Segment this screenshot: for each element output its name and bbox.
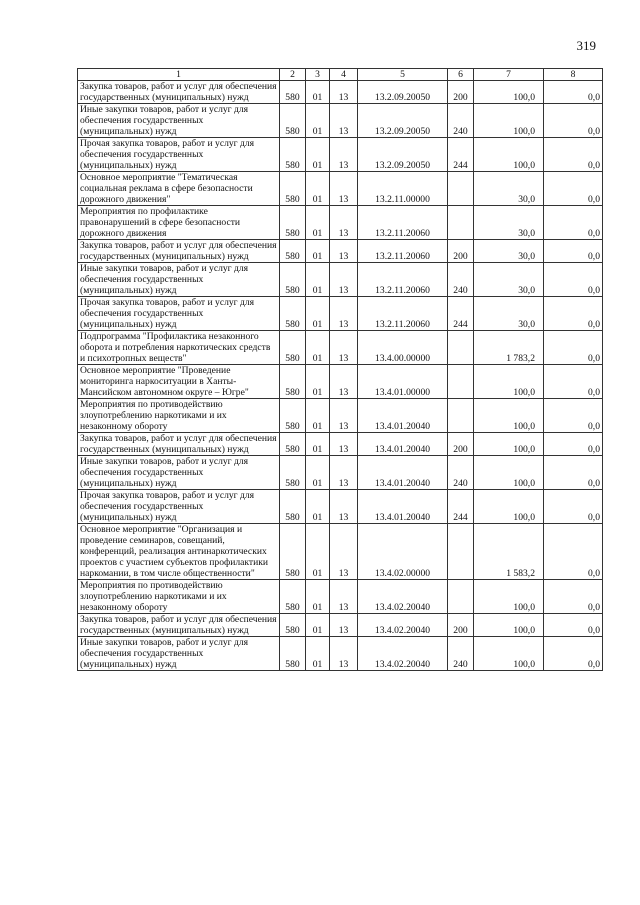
table-body xyxy=(78,81,603,671)
row-section-cell: 01 xyxy=(306,172,330,206)
table-row xyxy=(78,206,603,240)
row-amount-cell: 30,0 xyxy=(474,263,544,297)
row-amount-cell: 30,0 xyxy=(474,297,544,331)
row-amount-cell: 100,0 xyxy=(474,456,544,490)
row-section-cell: 01 xyxy=(306,637,330,671)
row-section-cell: 01 xyxy=(306,490,330,524)
row-expense-type-cell: 244 xyxy=(448,297,474,331)
row-section-cell: 01 xyxy=(306,365,330,399)
column-header: 8 xyxy=(544,69,603,81)
row-admin-code-cell: 580 xyxy=(280,490,306,524)
row-subsection-cell: 13 xyxy=(330,433,358,456)
row-name-cell: Закупка товаров, работ и услуг для обеспечения государственных (муниципальных) нужд xyxy=(78,433,280,456)
table-row xyxy=(78,81,603,104)
row-target-article-cell: 13.2.09.20050 xyxy=(358,81,448,104)
row-admin-code-cell: 580 xyxy=(280,524,306,580)
row-amount-cell: 100,0 xyxy=(474,614,544,637)
row-section-cell: 01 xyxy=(306,456,330,490)
row-amount-cell: 30,0 xyxy=(474,172,544,206)
row-amount-2-cell: 0,0 xyxy=(544,433,603,456)
row-amount-cell: 100,0 xyxy=(474,637,544,671)
table-row xyxy=(78,104,603,138)
row-expense-type-cell xyxy=(448,206,474,240)
row-subsection-cell: 13 xyxy=(330,297,358,331)
row-amount-cell: 100,0 xyxy=(474,580,544,614)
row-target-article-cell: 13.4.02.00000 xyxy=(358,524,448,580)
row-admin-code-cell: 580 xyxy=(280,81,306,104)
row-expense-type-cell: 200 xyxy=(448,81,474,104)
row-admin-code-cell: 580 xyxy=(280,456,306,490)
row-subsection-cell: 13 xyxy=(330,399,358,433)
row-subsection-cell: 13 xyxy=(330,206,358,240)
table-header-row xyxy=(78,69,603,81)
row-expense-type-cell: 200 xyxy=(448,240,474,263)
row-amount-2-cell: 0,0 xyxy=(544,138,603,172)
row-section-cell: 01 xyxy=(306,297,330,331)
row-name-cell: Иные закупки товаров, работ и услуг для обеспечения государственных (муниципальных) нужд xyxy=(78,263,280,297)
row-section-cell: 01 xyxy=(306,580,330,614)
row-admin-code-cell: 580 xyxy=(280,240,306,263)
row-amount-2-cell: 0,0 xyxy=(544,81,603,104)
row-amount-2-cell: 0,0 xyxy=(544,524,603,580)
table-row xyxy=(78,490,603,524)
row-expense-type-cell xyxy=(448,365,474,399)
row-target-article-cell: 13.4.00.00000 xyxy=(358,331,448,365)
row-name-cell: Основное мероприятие "Тематическая социальная реклама в сфере безопасности дорожного движения" xyxy=(78,172,280,206)
row-amount-2-cell: 0,0 xyxy=(544,490,603,524)
row-subsection-cell: 13 xyxy=(330,331,358,365)
row-admin-code-cell: 580 xyxy=(280,331,306,365)
row-amount-2-cell: 0,0 xyxy=(544,297,603,331)
row-target-article-cell: 13.2.11.20060 xyxy=(358,297,448,331)
table-row xyxy=(78,172,603,206)
row-name-cell: Мероприятия по противодействию злоупотреблению наркотиками и их незаконному обороту xyxy=(78,399,280,433)
row-section-cell: 01 xyxy=(306,524,330,580)
row-name-cell: Мероприятия по противодействию злоупотреблению наркотиками и их незаконному обороту xyxy=(78,580,280,614)
row-name-cell: Иные закупки товаров, работ и услуг для обеспечения государственных (муниципальных) нужд xyxy=(78,104,280,138)
row-target-article-cell: 13.2.09.20050 xyxy=(358,138,448,172)
row-amount-2-cell: 0,0 xyxy=(544,365,603,399)
table-row xyxy=(78,524,603,580)
row-admin-code-cell: 580 xyxy=(280,104,306,138)
row-target-article-cell: 13.2.11.20060 xyxy=(358,263,448,297)
row-amount-2-cell: 0,0 xyxy=(544,637,603,671)
row-amount-cell: 1 583,2 xyxy=(474,524,544,580)
row-expense-type-cell xyxy=(448,331,474,365)
table-row xyxy=(78,614,603,637)
row-admin-code-cell: 580 xyxy=(280,263,306,297)
row-expense-type-cell: 200 xyxy=(448,614,474,637)
row-subsection-cell: 13 xyxy=(330,81,358,104)
row-subsection-cell: 13 xyxy=(330,580,358,614)
row-amount-2-cell: 0,0 xyxy=(544,580,603,614)
row-amount-cell: 100,0 xyxy=(474,433,544,456)
row-subsection-cell: 13 xyxy=(330,104,358,138)
column-header: 3 xyxy=(306,69,330,81)
row-amount-cell: 100,0 xyxy=(474,81,544,104)
row-name-cell: Закупка товаров, работ и услуг для обеспечения государственных (муниципальных) нужд xyxy=(78,614,280,637)
row-section-cell: 01 xyxy=(306,81,330,104)
row-amount-2-cell: 0,0 xyxy=(544,399,603,433)
budget-table xyxy=(77,68,603,671)
row-admin-code-cell: 580 xyxy=(280,138,306,172)
row-name-cell: Прочая закупка товаров, работ и услуг для обеспечения государственных (муниципальных) нужд xyxy=(78,297,280,331)
row-target-article-cell: 13.4.01.20040 xyxy=(358,456,448,490)
row-name-cell: Иные закупки товаров, работ и услуг для обеспечения государственных (муниципальных) нужд xyxy=(78,637,280,671)
column-header: 1 xyxy=(78,69,280,81)
row-section-cell: 01 xyxy=(306,331,330,365)
row-expense-type-cell: 244 xyxy=(448,490,474,524)
row-section-cell: 01 xyxy=(306,263,330,297)
row-admin-code-cell: 580 xyxy=(280,614,306,637)
table-row xyxy=(78,331,603,365)
row-amount-2-cell: 0,0 xyxy=(544,331,603,365)
row-admin-code-cell: 580 xyxy=(280,365,306,399)
row-subsection-cell: 13 xyxy=(330,490,358,524)
row-name-cell: Иные закупки товаров, работ и услуг для обеспечения государственных (муниципальных) нужд xyxy=(78,456,280,490)
table-row xyxy=(78,297,603,331)
row-amount-2-cell: 0,0 xyxy=(544,240,603,263)
row-section-cell: 01 xyxy=(306,433,330,456)
row-expense-type-cell: 240 xyxy=(448,637,474,671)
row-name-cell: Прочая закупка товаров, работ и услуг для обеспечения государственных (муниципальных) нужд xyxy=(78,490,280,524)
row-expense-type-cell xyxy=(448,172,474,206)
row-admin-code-cell: 580 xyxy=(280,433,306,456)
row-expense-type-cell: 240 xyxy=(448,456,474,490)
row-target-article-cell: 13.4.01.20040 xyxy=(358,433,448,456)
row-amount-2-cell: 0,0 xyxy=(544,456,603,490)
row-admin-code-cell: 580 xyxy=(280,206,306,240)
row-target-article-cell: 13.4.01.20040 xyxy=(358,399,448,433)
row-amount-cell: 100,0 xyxy=(474,399,544,433)
row-name-cell: Основное мероприятие "Организация и проведение семинаров, совещаний, конференций, реализация антинаркотических проектов с участием субъектов профилактики наркомании, в том числе общественности" xyxy=(78,524,280,580)
row-target-article-cell: 13.2.11.20060 xyxy=(358,240,448,263)
row-name-cell: Закупка товаров, работ и услуг для обеспечения государственных (муниципальных) нужд xyxy=(78,81,280,104)
row-target-article-cell: 13.4.02.20040 xyxy=(358,637,448,671)
row-amount-2-cell: 0,0 xyxy=(544,206,603,240)
row-subsection-cell: 13 xyxy=(330,365,358,399)
table-row xyxy=(78,240,603,263)
row-amount-cell: 30,0 xyxy=(474,206,544,240)
row-subsection-cell: 13 xyxy=(330,524,358,580)
row-subsection-cell: 13 xyxy=(330,138,358,172)
row-subsection-cell: 13 xyxy=(330,614,358,637)
row-subsection-cell: 13 xyxy=(330,240,358,263)
row-expense-type-cell: 244 xyxy=(448,138,474,172)
row-subsection-cell: 13 xyxy=(330,172,358,206)
column-header: 4 xyxy=(330,69,358,81)
row-expense-type-cell xyxy=(448,580,474,614)
row-admin-code-cell: 580 xyxy=(280,399,306,433)
row-amount-2-cell: 0,0 xyxy=(544,172,603,206)
table-row xyxy=(78,580,603,614)
column-header: 5 xyxy=(358,69,448,81)
column-header: 7 xyxy=(474,69,544,81)
table-row xyxy=(78,138,603,172)
row-subsection-cell: 13 xyxy=(330,456,358,490)
row-admin-code-cell: 580 xyxy=(280,172,306,206)
row-target-article-cell: 13.4.01.00000 xyxy=(358,365,448,399)
row-name-cell: Закупка товаров, работ и услуг для обеспечения государственных (муниципальных) нужд xyxy=(78,240,280,263)
row-name-cell: Мероприятия по профилактике правонарушений в сфере безопасности дорожного движения xyxy=(78,206,280,240)
row-section-cell: 01 xyxy=(306,399,330,433)
row-target-article-cell: 13.2.11.00000 xyxy=(358,172,448,206)
row-section-cell: 01 xyxy=(306,104,330,138)
row-name-cell: Подпрограмма "Профилактика незаконного оборота и потребления наркотических средств и психотропных веществ" xyxy=(78,331,280,365)
row-section-cell: 01 xyxy=(306,240,330,263)
row-admin-code-cell: 580 xyxy=(280,580,306,614)
table-row xyxy=(78,433,603,456)
table-row xyxy=(78,365,603,399)
row-expense-type-cell xyxy=(448,399,474,433)
column-header: 6 xyxy=(448,69,474,81)
row-amount-2-cell: 0,0 xyxy=(544,263,603,297)
row-expense-type-cell: 240 xyxy=(448,263,474,297)
row-section-cell: 01 xyxy=(306,206,330,240)
row-subsection-cell: 13 xyxy=(330,637,358,671)
row-target-article-cell: 13.4.02.20040 xyxy=(358,580,448,614)
column-header: 2 xyxy=(280,69,306,81)
row-amount-cell: 100,0 xyxy=(474,138,544,172)
row-subsection-cell: 13 xyxy=(330,263,358,297)
row-amount-cell: 30,0 xyxy=(474,240,544,263)
table-row xyxy=(78,637,603,671)
row-target-article-cell: 13.4.02.20040 xyxy=(358,614,448,637)
row-admin-code-cell: 580 xyxy=(280,297,306,331)
row-expense-type-cell xyxy=(448,524,474,580)
row-section-cell: 01 xyxy=(306,138,330,172)
row-target-article-cell: 13.4.01.20040 xyxy=(358,490,448,524)
row-expense-type-cell: 200 xyxy=(448,433,474,456)
table-row xyxy=(78,263,603,297)
table-row xyxy=(78,456,603,490)
row-name-cell: Основное мероприятие "Проведение мониторинга наркоситуации в Ханты-Мансийском автономном округе – Югре" xyxy=(78,365,280,399)
row-target-article-cell: 13.2.11.20060 xyxy=(358,206,448,240)
row-amount-2-cell: 0,0 xyxy=(544,104,603,138)
row-amount-cell: 100,0 xyxy=(474,490,544,524)
table-row xyxy=(78,399,603,433)
row-target-article-cell: 13.2.09.20050 xyxy=(358,104,448,138)
row-admin-code-cell: 580 xyxy=(280,637,306,671)
row-name-cell: Прочая закупка товаров, работ и услуг для обеспечения государственных (муниципальных) нужд xyxy=(78,138,280,172)
row-expense-type-cell: 240 xyxy=(448,104,474,138)
row-amount-cell: 100,0 xyxy=(474,365,544,399)
row-amount-cell: 1 783,2 xyxy=(474,331,544,365)
row-amount-cell: 100,0 xyxy=(474,104,544,138)
row-section-cell: 01 xyxy=(306,614,330,637)
page-number: 319 xyxy=(576,38,596,53)
row-amount-2-cell: 0,0 xyxy=(544,614,603,637)
